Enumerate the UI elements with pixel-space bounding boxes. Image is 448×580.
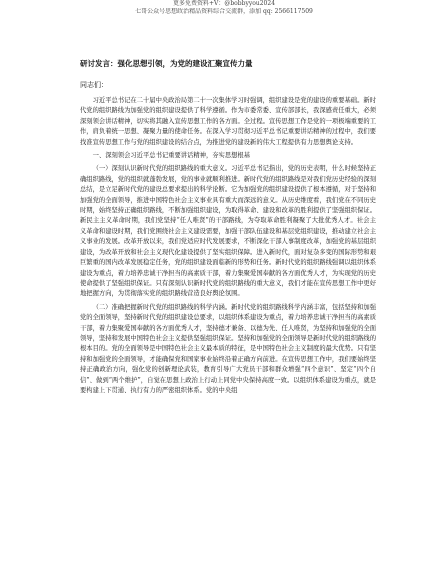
greeting: 同志们： [80, 81, 108, 89]
document-body [80, 96, 376, 399]
header-contact-line: 七哥公众号思想政治精品资料综合交流群，添加 qq: 2566117509 [135, 8, 313, 15]
header-watermark-line: 更多免费资料+V：@bobbyyou2024 [172, 0, 276, 7]
section-heading: 一、深刻领会习近平总书记重要讲话精神，夯实思想根基 [92, 152, 251, 160]
document-title: 研讨发言：强化思想引领，为党的建设汇聚宣传力量 [80, 59, 253, 68]
point-two-paragraph: （二）准确把握新时代党的组织路线的科学内涵。新时代党的组织路线科学内涵丰富，包括坚持和加强党的全面领导，坚持新时代党的组织建设总要求，以组织体系建设为重点，着力培养忠诚干净担当的高素质干部，着力集聚爱国奉献的各方面优秀人才，坚持德才兼备、以德为先、任人唯贤，为坚持和加强党的全面领导，坚持和发展中国特色社会主义提供坚强组织保证。坚持和加强党的全面领导是新时代党的组织路线的根本目的。党的全面领导是中国特色社会主义最本质的特征，是中国特色社会主义制度的最大优势。只有坚持和加强党的全面领导，才能确保党和国家事业始终沿着正确方向前进。在宣传思想工作中，我们要始终坚持正确政治方向，强化党的创新理论武装，教育引导广大党员干部和群众增强“四个意识”、坚定“四个自信”、做到“两个维护”，自觉在思想上政治上行动上同党中央保持高度一致。以组织体系建设为重点，就是要构建上下贯通、执行有力的严密组织体系。党的中央组 [80, 303, 376, 394]
point-one-paragraph: （一）深刻认识新时代党的组织路线的重大意义。习近平总书记指出，党的历史表明，什么时候坚持正确组织路线，党的组织就蓬勃发展，党的事业就顺利推进。新时代党的组织路线是对我们党历史经验的深刻总结，是立足新时代党的建设总要求提出的科学论断。它为加强党的组织建设提供了根本遵循，对于坚持和加强党的全面领导，推进中国特色社会主义事业具有重大而深远的意义。从历史维度看，我们党在不同历史时期，始终坚持正确组织路线，不断加强组织建设，为取得革命、建设和改革的胜利提供了坚强组织保证。新民主主义革命时期，我们党坚持“任人唯贤”的干部路线，为夺取革命胜利凝聚了大批优秀人才。社会主义革命和建设时期，我们党围绕社会主义建设需要，加强干部队伍建设和基层党组织建设，推动建立社会主义事业的发展。改革开放以来，我们党适应时代发展要求，不断深化干部人事制度改革，加强党的基层组织建设，为改革开放和社会主义现代化建设提供了坚实组织保障。进入新时代，面对复杂多变的国际形势和艰巨繁重的国内改革发展稳定任务，党的组织建设面临新的形势和任务。新时代党的组织路线强调以组织体系建设为重点，着力培养忠诚干净担当的高素质干部，着力集聚爱国奉献的各方面优秀人才，为实现党的历史使命提供了坚强组织保证。只有深刻认识新时代党的组织路线的重大意义，我们才能在宣传思想工作中更好地把握方向，为贯彻落实党的组织路线营造良好舆论氛围。 [80, 165, 376, 298]
intro-paragraph: 习近平总书记在二十届中央政治局第二十一次集体学习时强调，组织建设是党的建设的重要基础。新时代党的组织路线为加强党的组织建设提供了科学遵循。作为市委常委、宣传部部长，我深感责任重大，必须深刻领会讲话精神，切实将其融入宣传思想工作的各方面。全过程。宣传思想工作是党的一项极端重要的工作，肩负着统一思想、凝聚力量的使命任务。在深入学习贯彻习近平总书记重要讲话精神的过程中，我们要找准宣传思想工作与党的组织建设的结合点，为推进党的建设新的伟大工程提供有力思想舆论支持。 [80, 97, 376, 146]
